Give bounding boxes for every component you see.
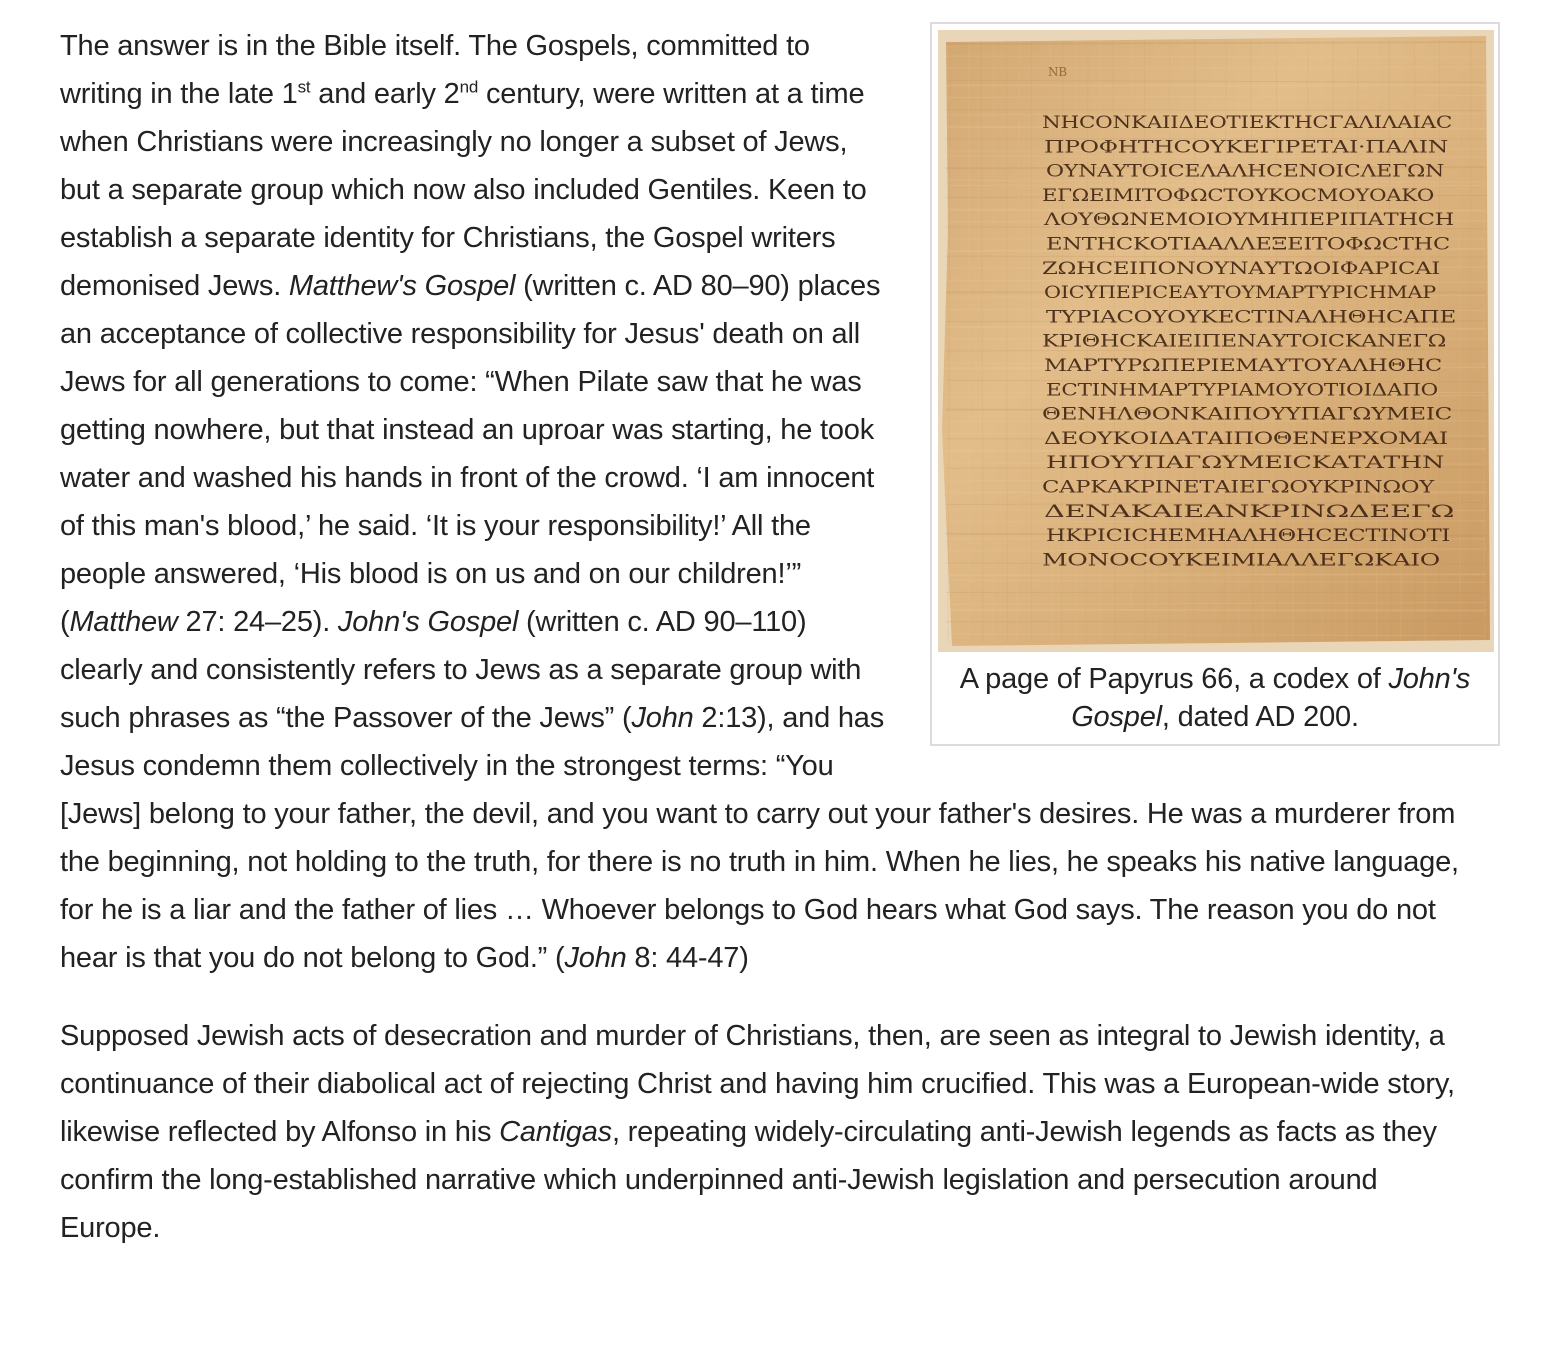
text-span: 2:13), and has Jesus condemn them collectively in the strongest terms: “You [Jews] belong to your father, the devil, and you want to carry out your father's desires. He was a murderer from the beginning, not holding to the truth, for there is no truth in him. When he lies, he speaks his native language, for he is a liar and the father of lies … Whoever belongs to God hears what God says. The reason you do not hear is that you do not belong to God.” ( bbox=[60, 702, 1459, 974]
text-span: (written c. AD 80–90) places an acceptance of collective responsibility for Jesus' death on all Jews for all generations to come: “When Pilate saw that he was getting nowhere, but that instead an uproar was starting, he took water and washed his hands in front of the crowd. ‘I am innocent of this man's blood,’ he said. ‘It is your responsibility!’ All the people answered, ‘His blood is on us and on our children!’” ( bbox=[60, 270, 881, 638]
papyrus-text-line: ΘΕΝΗΛΘΟΝΚΑΙΠΟΥΥΠΑΓΩΥΜΕΙϹ bbox=[1042, 404, 1452, 424]
papyrus-text-line: ΕΝΤΗϹΚΟΤΙΑΑΛΛΕΞΕΙΤΟΦΩϹΤΗϹ bbox=[1046, 234, 1450, 254]
title-emphasis: John bbox=[564, 942, 627, 974]
papyrus-text-line: ϹΑΡΚΑΚΡΙΝΕΤΑΙΕΓΩΟΥΚΡΙΝΩΟΥ bbox=[1042, 477, 1436, 497]
papyrus-text-line: ΜΑΡΤΥΡΩΠΕΡΙΕΜΑΥΤΟΥΑΛΗΘΗϹ bbox=[1044, 356, 1442, 375]
text-span: 8: 44-47) bbox=[626, 942, 749, 974]
papyrus-text-line: ΔΕΝΑΚΑΙΕΑΝΚΡΙΝΩΔΕΕΓΩ bbox=[1044, 501, 1454, 521]
papyrus-text-line: ΠΡΟΦΗΤΗϹΟΥΚΕΓΙΡΕΤΑΙ·ΠΑΛΙΝ bbox=[1044, 137, 1448, 157]
text-span: 27: 24–25). bbox=[177, 606, 338, 638]
papyrus-figure bbox=[930, 22, 1500, 746]
papyrus-text-line: ΗΚΡΙϹΙϹΗΕΜΗΑΛΗΘΗϹΕϹΤΙΝΟΤΙ bbox=[1046, 526, 1450, 546]
title-emphasis: Matthew bbox=[69, 606, 178, 638]
papyrus-text-line: ΔΕΟΥΚΟΙΔΑΤΑΙΠΟΘΕΝΕΡΧΟΜΑΙ bbox=[1044, 428, 1448, 448]
title-emphasis: Matthew's Gospel bbox=[288, 270, 516, 302]
figure-caption bbox=[938, 660, 1492, 736]
papyrus-text-line: ΕΓΩΕΙΜΙΤΟΦΩϹΤΟΥΚΟϹΜΟΥΟΑΚΟ bbox=[1042, 185, 1434, 205]
papyrus-text-line: ΖΩΗϹΕΙΠΟΝΟΥΝΑΥΤΩΟΙΦΑΡΙϹΑΙ bbox=[1042, 258, 1440, 278]
paragraph-2 bbox=[60, 1012, 1485, 1252]
title-emphasis: John's Gospel bbox=[337, 606, 519, 638]
superscript: nd bbox=[459, 77, 479, 97]
papyrus-text-line: ΚΡΙΘΗϹΚΑΙΕΙΠΕΝΑΥΤΟΙϹΚΑΝΕΓΩ bbox=[1042, 331, 1446, 351]
papyrus-text-line: ΝΗϹΟΝΚΑΙΙΔΕΟΤΙΕΚΤΗϹΓΑΛΙΛΑΙΑϹ bbox=[1042, 113, 1452, 132]
caption-text-end: , dated AD 200. bbox=[1161, 701, 1359, 733]
papyrus-text-line: ΛΟΥΘΩΝΕΜΟΙΟΥΜΗΠΕΡΙΠΑΤΗϹΗ bbox=[1042, 210, 1454, 230]
text-span: The answer is in the Bible itself. The Gospels, committed to writing in the late 1 bbox=[60, 30, 810, 110]
article-body bbox=[60, 22, 1485, 1282]
text-span: , repeating widely-circulating anti-Jewish legends as facts as they confirm the long-established narrative which underpinned anti-Jewish legislation and persecution around Europe. bbox=[60, 1116, 1437, 1244]
papyrus-text-line: ΕϹΤΙΝΗΜΑΡΤΥΡΙΑΜΟΥΟΤΙΟΙΔΑΠΟ bbox=[1046, 380, 1438, 400]
papyrus-text-line: ΜΟΝΟϹΟΥΚΕΙΜΙΑΛΛΕΓΩΚΑΙΟ bbox=[1042, 550, 1440, 570]
text-span: and early 2 bbox=[310, 78, 460, 110]
caption-text: A page of Papyrus 66, a codex of bbox=[959, 663, 1389, 695]
caption-emphasis: John's Gospel bbox=[1071, 663, 1471, 733]
text-span: (written c. AD 90–110) clearly and consistently refers to Jews as a separate group with such phrases as “the Passover of the Jews” ( bbox=[60, 606, 862, 734]
papyrus-fiber bbox=[946, 610, 1486, 611]
papyrus-66-image bbox=[938, 30, 1494, 652]
papyrus-text-line: ΤΥΡΙΑϹΟΥΟΥΚΕϹΤΙΝΑΛΗΘΗϹΑΠΕ bbox=[1046, 307, 1456, 327]
papyrus-text-line: ΟΙϹΥΠΕΡΙϹΕΑΥΤΟΥΜΑΡΤΥΡΙϹΗΜΑΡ bbox=[1044, 283, 1437, 303]
text-span: century, were written at a time when Christians were increasingly no longer a subset of Jews, but a separate group which now also included Gentiles. Keen to establish a separate identity for Christians, the Gospel writers demonised Jews. bbox=[60, 78, 867, 302]
papyrus-text-line: ΗΠΟΥΥΠΑΓΩΥΜΕΙϹΚΑΤΑΤΗΝ bbox=[1046, 453, 1444, 473]
papyrus-fiber bbox=[946, 574, 1486, 575]
text-span: Supposed Jewish acts of desecration and murder of Christians, then, are seen as integral to Jewish identity, a continuance of their diabolical act of rejecting Christ and having him crucified. This was a European-wide story, likewise reflected by Alfonso in his bbox=[60, 1020, 1455, 1148]
papyrus-page-mark: NB bbox=[1048, 65, 1067, 79]
title-emphasis: John bbox=[631, 702, 694, 734]
papyrus-text-line: ΟΥΝΑΥΤΟΙϹΕΛΑΛΗϹΕΝΟΙϹΛΕΓΩΝ bbox=[1046, 161, 1444, 181]
title-emphasis: Cantigas bbox=[499, 1116, 612, 1148]
superscript: st bbox=[297, 77, 311, 97]
